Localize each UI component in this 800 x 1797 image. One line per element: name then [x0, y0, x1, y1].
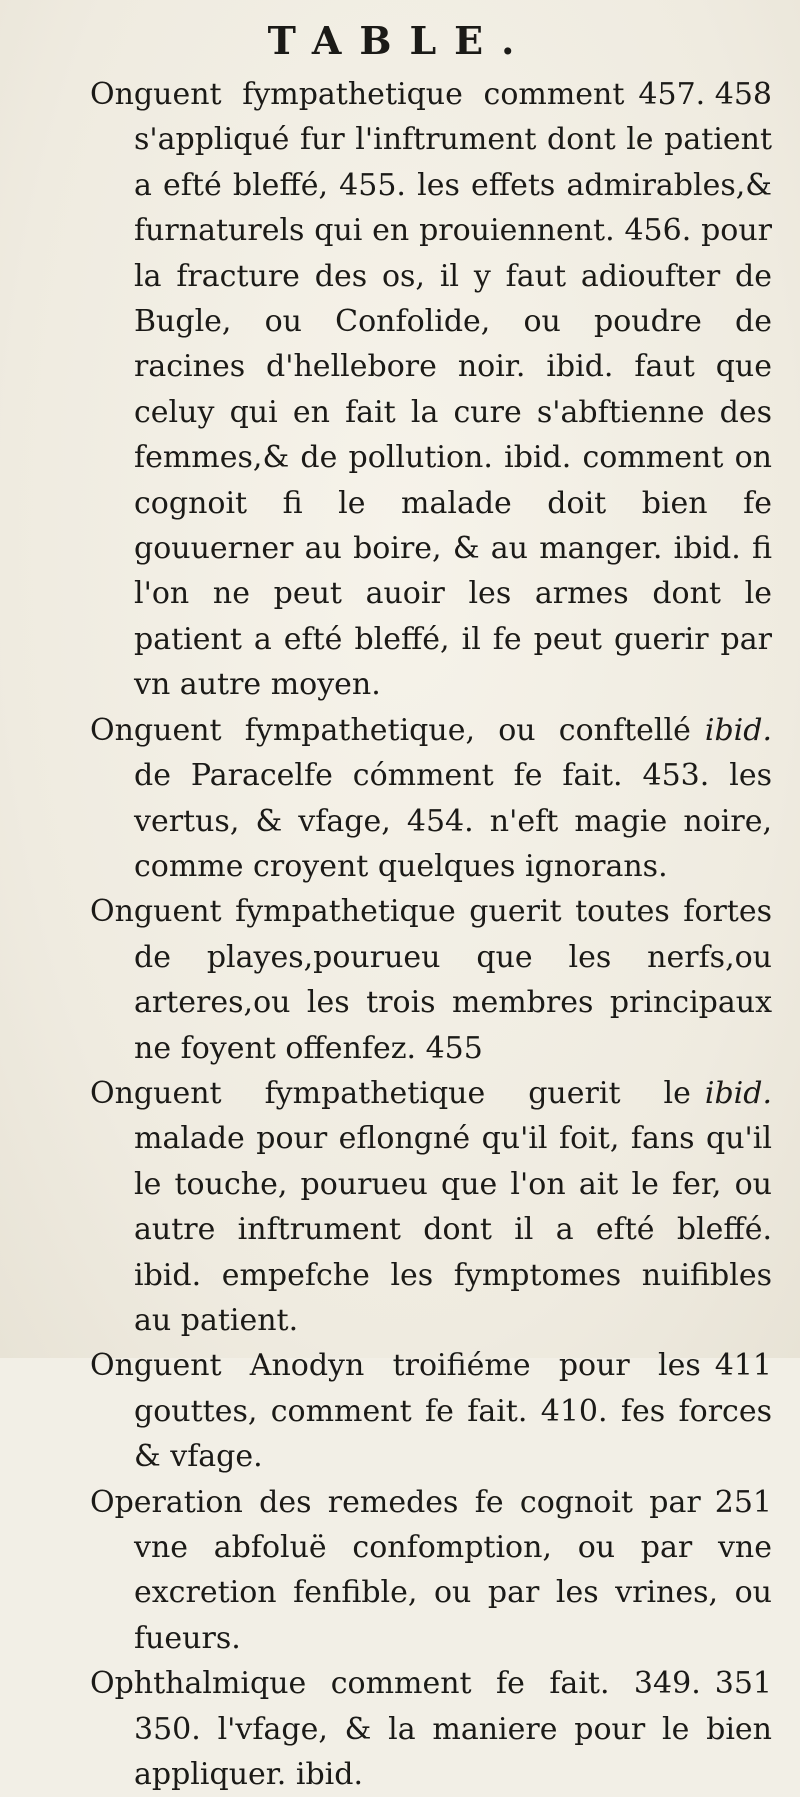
entry-page-ref: 411 — [714, 1348, 772, 1384]
index-entry — [90, 1071, 772, 1343]
page-header: TABLE. — [267, 18, 533, 63]
entry-page-ref: 457. 458 — [638, 77, 772, 112]
entry-text: Onguent Anodyn troifiéme pour les gouttes, comment fe fait. 410. fes forces & vfage. — [90, 1348, 772, 1475]
entry-page-ref: 351 — [714, 1666, 772, 1702]
index-entry — [90, 889, 772, 1071]
index-entry — [90, 1480, 772, 1662]
index-entry — [90, 1343, 772, 1479]
entry-text: Onguent fympathetique comment s'appliqué fur l'inftrument dont le patient a efté bleffé, 455. les effets admirables,& furnaturels qui en prouiennent. 456. pour la fracture des os, il y faut adioufter de Bugle, ou Confolide, ou poudre de racines d'hellebore noir. ibid. faut que celuy qui en fait la cure s'abftienne des femmes,& de pollution. ibid. comment on cognoit fi le malade doit bien fe gouuerner au boire, & au manger. ibid. fi l'on ne peut auoir les armes dont le patient a efté bleffé, il fe peut guerir par vn autre moyen. — [90, 77, 772, 703]
entry-page-ref: ibid. — [704, 1075, 772, 1111]
entry-text: Ophthalmique comment fe fait. 349. 350. l'vfage, & la maniere pour le bien appliquer. ibid. — [90, 1666, 772, 1793]
entry-page-ref: 251 — [714, 1484, 772, 1520]
entry-text: Onguent fympathetique guerit le malade pour eflongné qu'il foit, fans qu'il le touche, pourueu que l'on ait le fer, ou autre inftrument dont il a efté bleffé. ibid. empefche les fymptomes nuifibles au patient. — [90, 1075, 772, 1338]
entry-text: Onguent fympathetique guerit toutes fortes de playes,pourueu que les nerfs,ou arteres,ou les trois membres principaux ne foyent offenfez. 455 — [90, 894, 772, 1066]
index-entry — [90, 1661, 772, 1797]
entry-text: Operation des remedes fe cognoit par vne abfoluë confomption, ou par vne excretion fenfible, ou par les vrines, ou fueurs. — [90, 1484, 772, 1656]
index-entry — [90, 708, 772, 890]
index-entry — [90, 72, 772, 708]
index-entries — [90, 72, 772, 1797]
entry-text: Onguent fympathetique, ou conftellé de Paracelfe cómment fe fait. 453. les vertus, & vfage, 454. n'eft magie noire, comme croyent quelques ignorans. — [90, 712, 772, 884]
entry-page-ref: ibid. — [704, 712, 772, 748]
